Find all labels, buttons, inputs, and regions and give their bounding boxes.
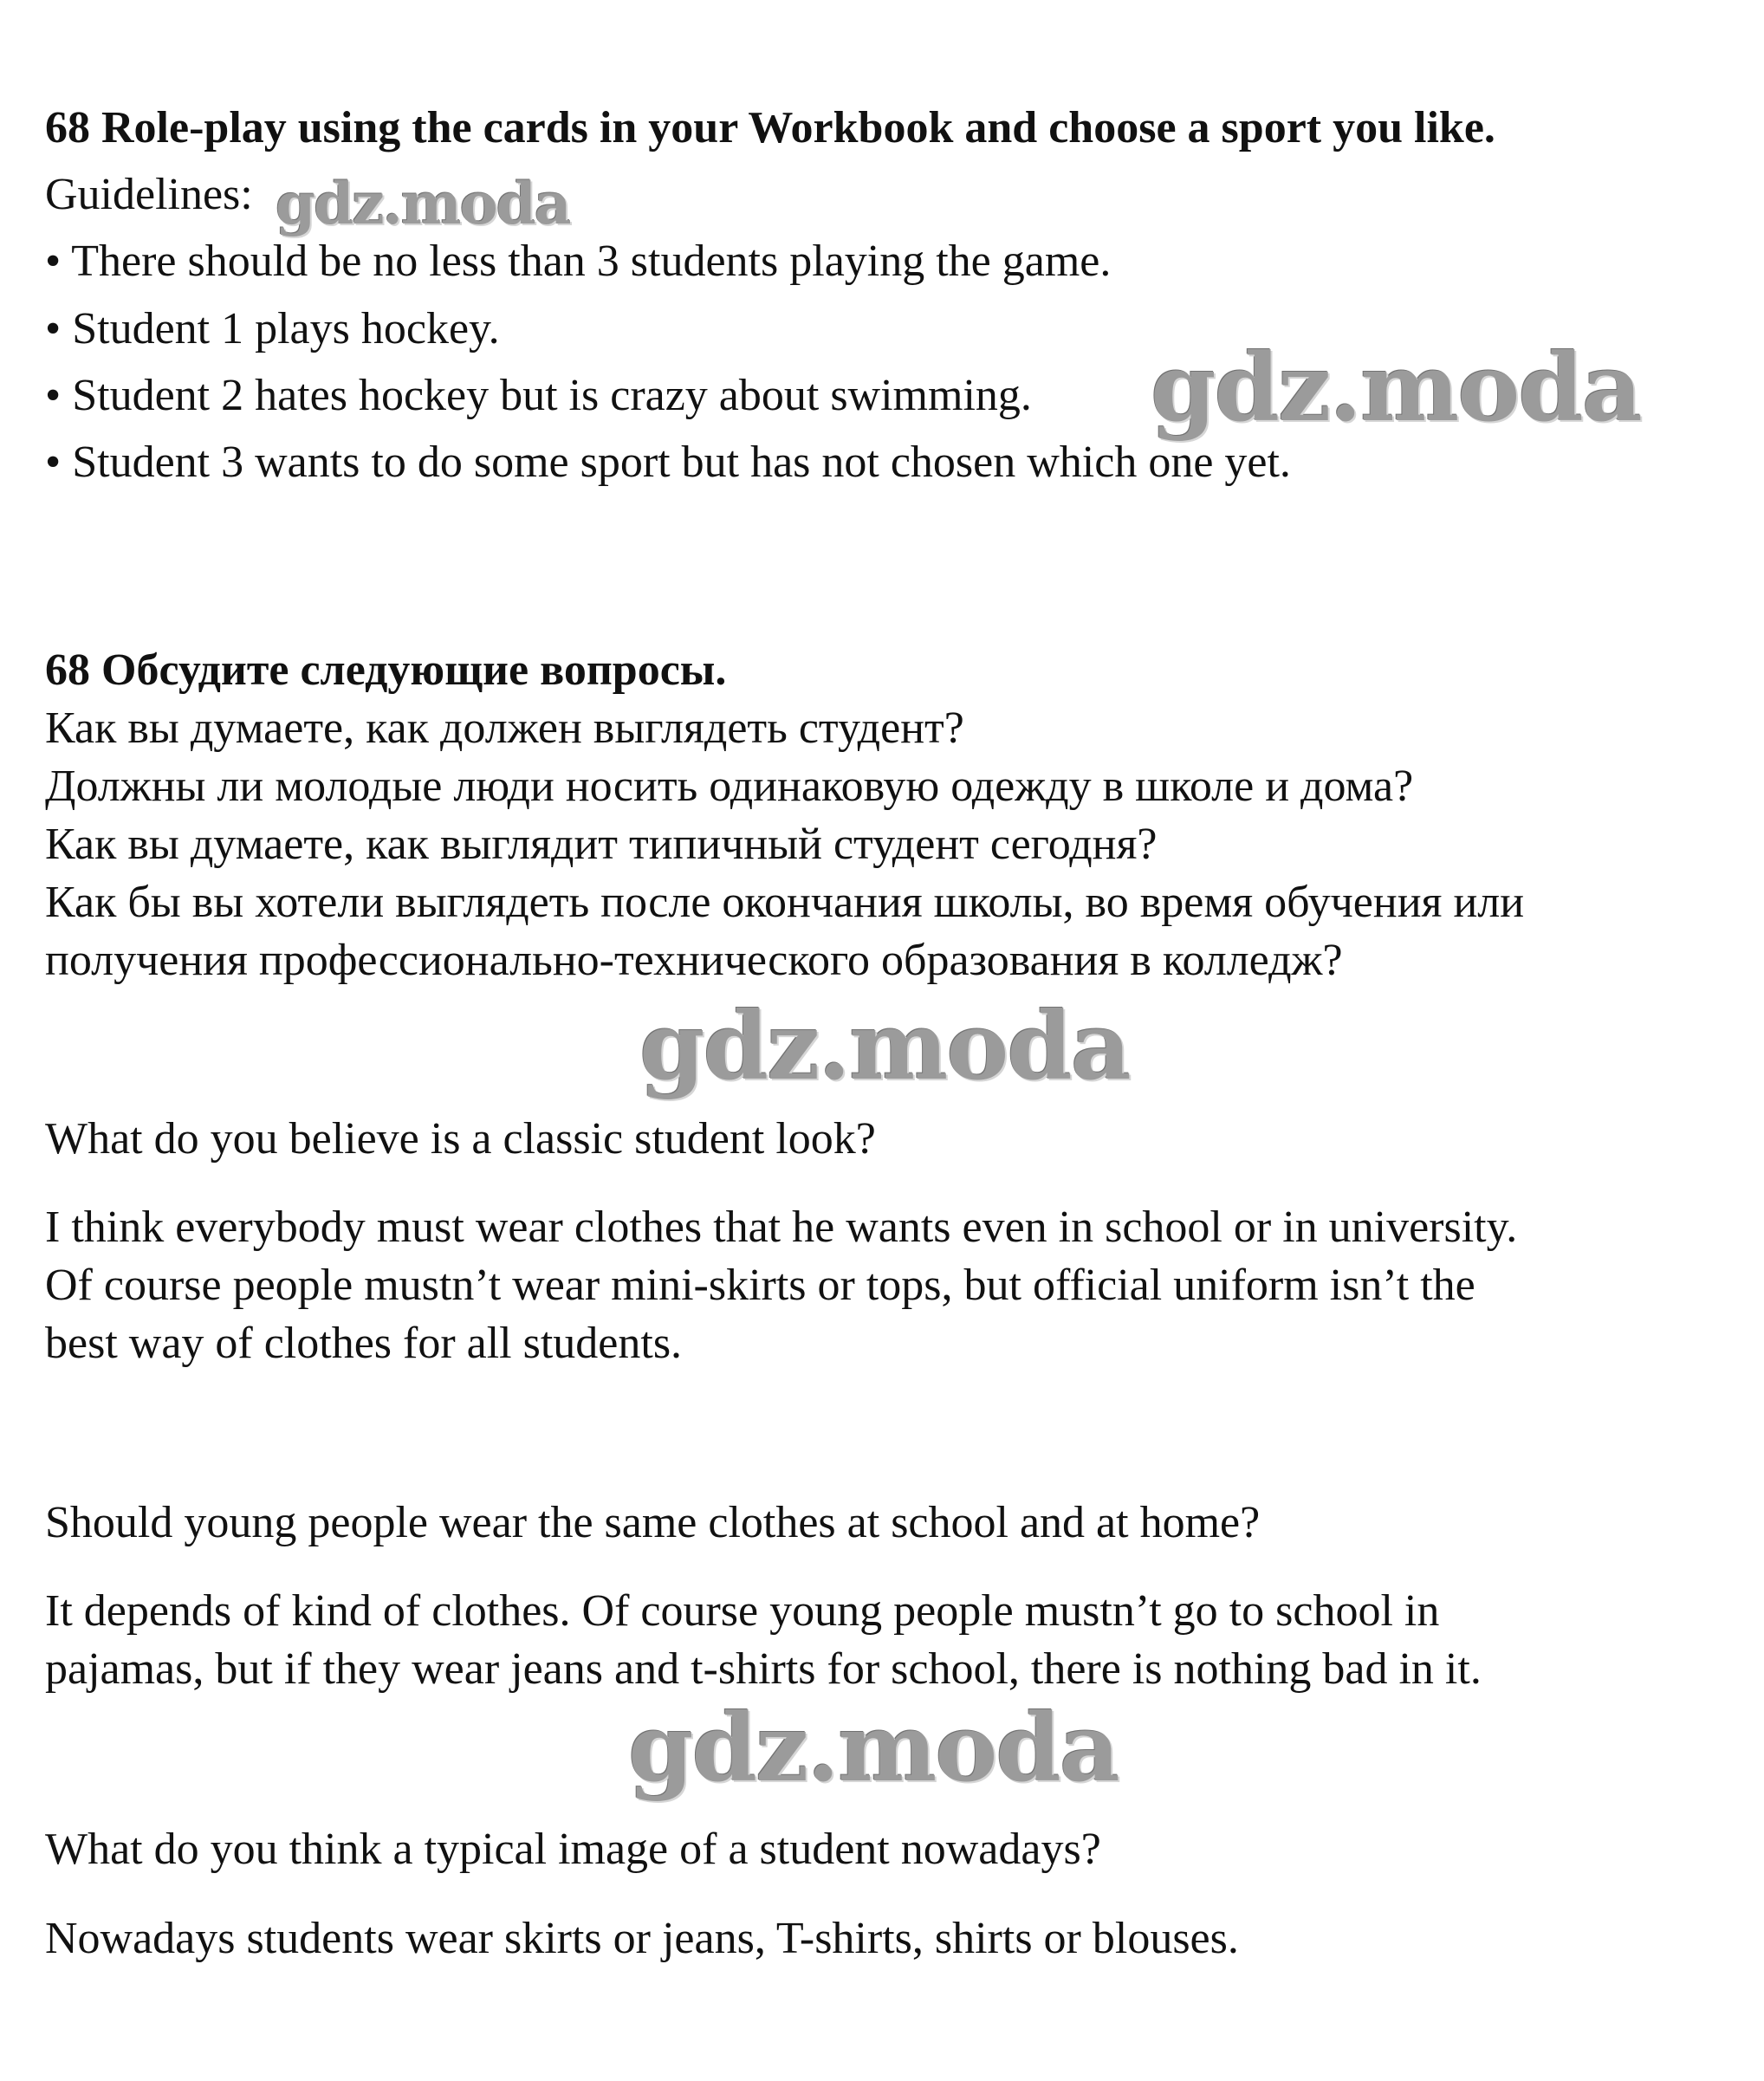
answer-2-line-2: pajamas, but if they wear jeans and t-shirts for school, there is nothing bad in it. [45, 1644, 1482, 1694]
guidelines-label: Guidelines: [45, 170, 253, 219]
answer-1-line-1: I think everybody must wear clothes that he wants even in school or in university. [45, 1203, 1518, 1252]
question-2: Should young people wear the same clothes at school and at home? [45, 1498, 1261, 1547]
guideline-bullet-1: • There should be no less than 3 students playing the game. [45, 237, 1112, 286]
section2-line-1: Как вы думаете, как должен выглядеть студент? [45, 703, 964, 753]
question-3: What do you think a typical image of a student nowadays? [45, 1825, 1101, 1874]
watermark-logo-1: gdz.moda [276, 170, 570, 237]
guideline-bullet-2: • Student 1 plays hockey. [45, 304, 500, 353]
section2-line-3: Как вы думаете, как выглядит типичный студент сегодня? [45, 820, 1158, 869]
answer-1-line-2: Of course people mustn’t wear mini-skirts or tops, but official uniform isn’t the [45, 1261, 1475, 1310]
section2-line-2: Должны ли молодые люди носить одинаковую одежду в школе и дома? [45, 762, 1414, 811]
section2-title: 68 Обсудите следующие вопросы. [45, 645, 727, 695]
watermark-logo-4: gdz.moda [628, 1694, 1119, 1803]
answer-2-line-1: It depends of kind of clothes. Of course young people mustn’t go to school in [45, 1586, 1440, 1636]
answer-3-line-1: Nowadays students wear skirts or jeans, T-shirts, shirts or blouses. [45, 1914, 1239, 1963]
answer-1-line-3: best way of clothes for all students. [45, 1319, 683, 1368]
section2-line-5: получения профессионально-технического образования в колледж? [45, 936, 1343, 985]
question-1: What do you believe is a classic student look? [45, 1114, 876, 1164]
watermark-logo-3: gdz.moda [639, 992, 1130, 1101]
guideline-bullet-3: • Student 2 hates hockey but is crazy about swimming. [45, 371, 1032, 420]
watermark-logo-2: gdz.moda [1151, 334, 1641, 443]
section1-title: 68 Role-play using the cards in your Workbook and choose a sport you like. [45, 103, 1495, 152]
section2-line-4: Как бы вы хотели выглядеть после окончания школы, во время обучения или [45, 878, 1525, 927]
guideline-bullet-4: • Student 3 wants to do some sport but has not chosen which one yet. [45, 438, 1291, 487]
